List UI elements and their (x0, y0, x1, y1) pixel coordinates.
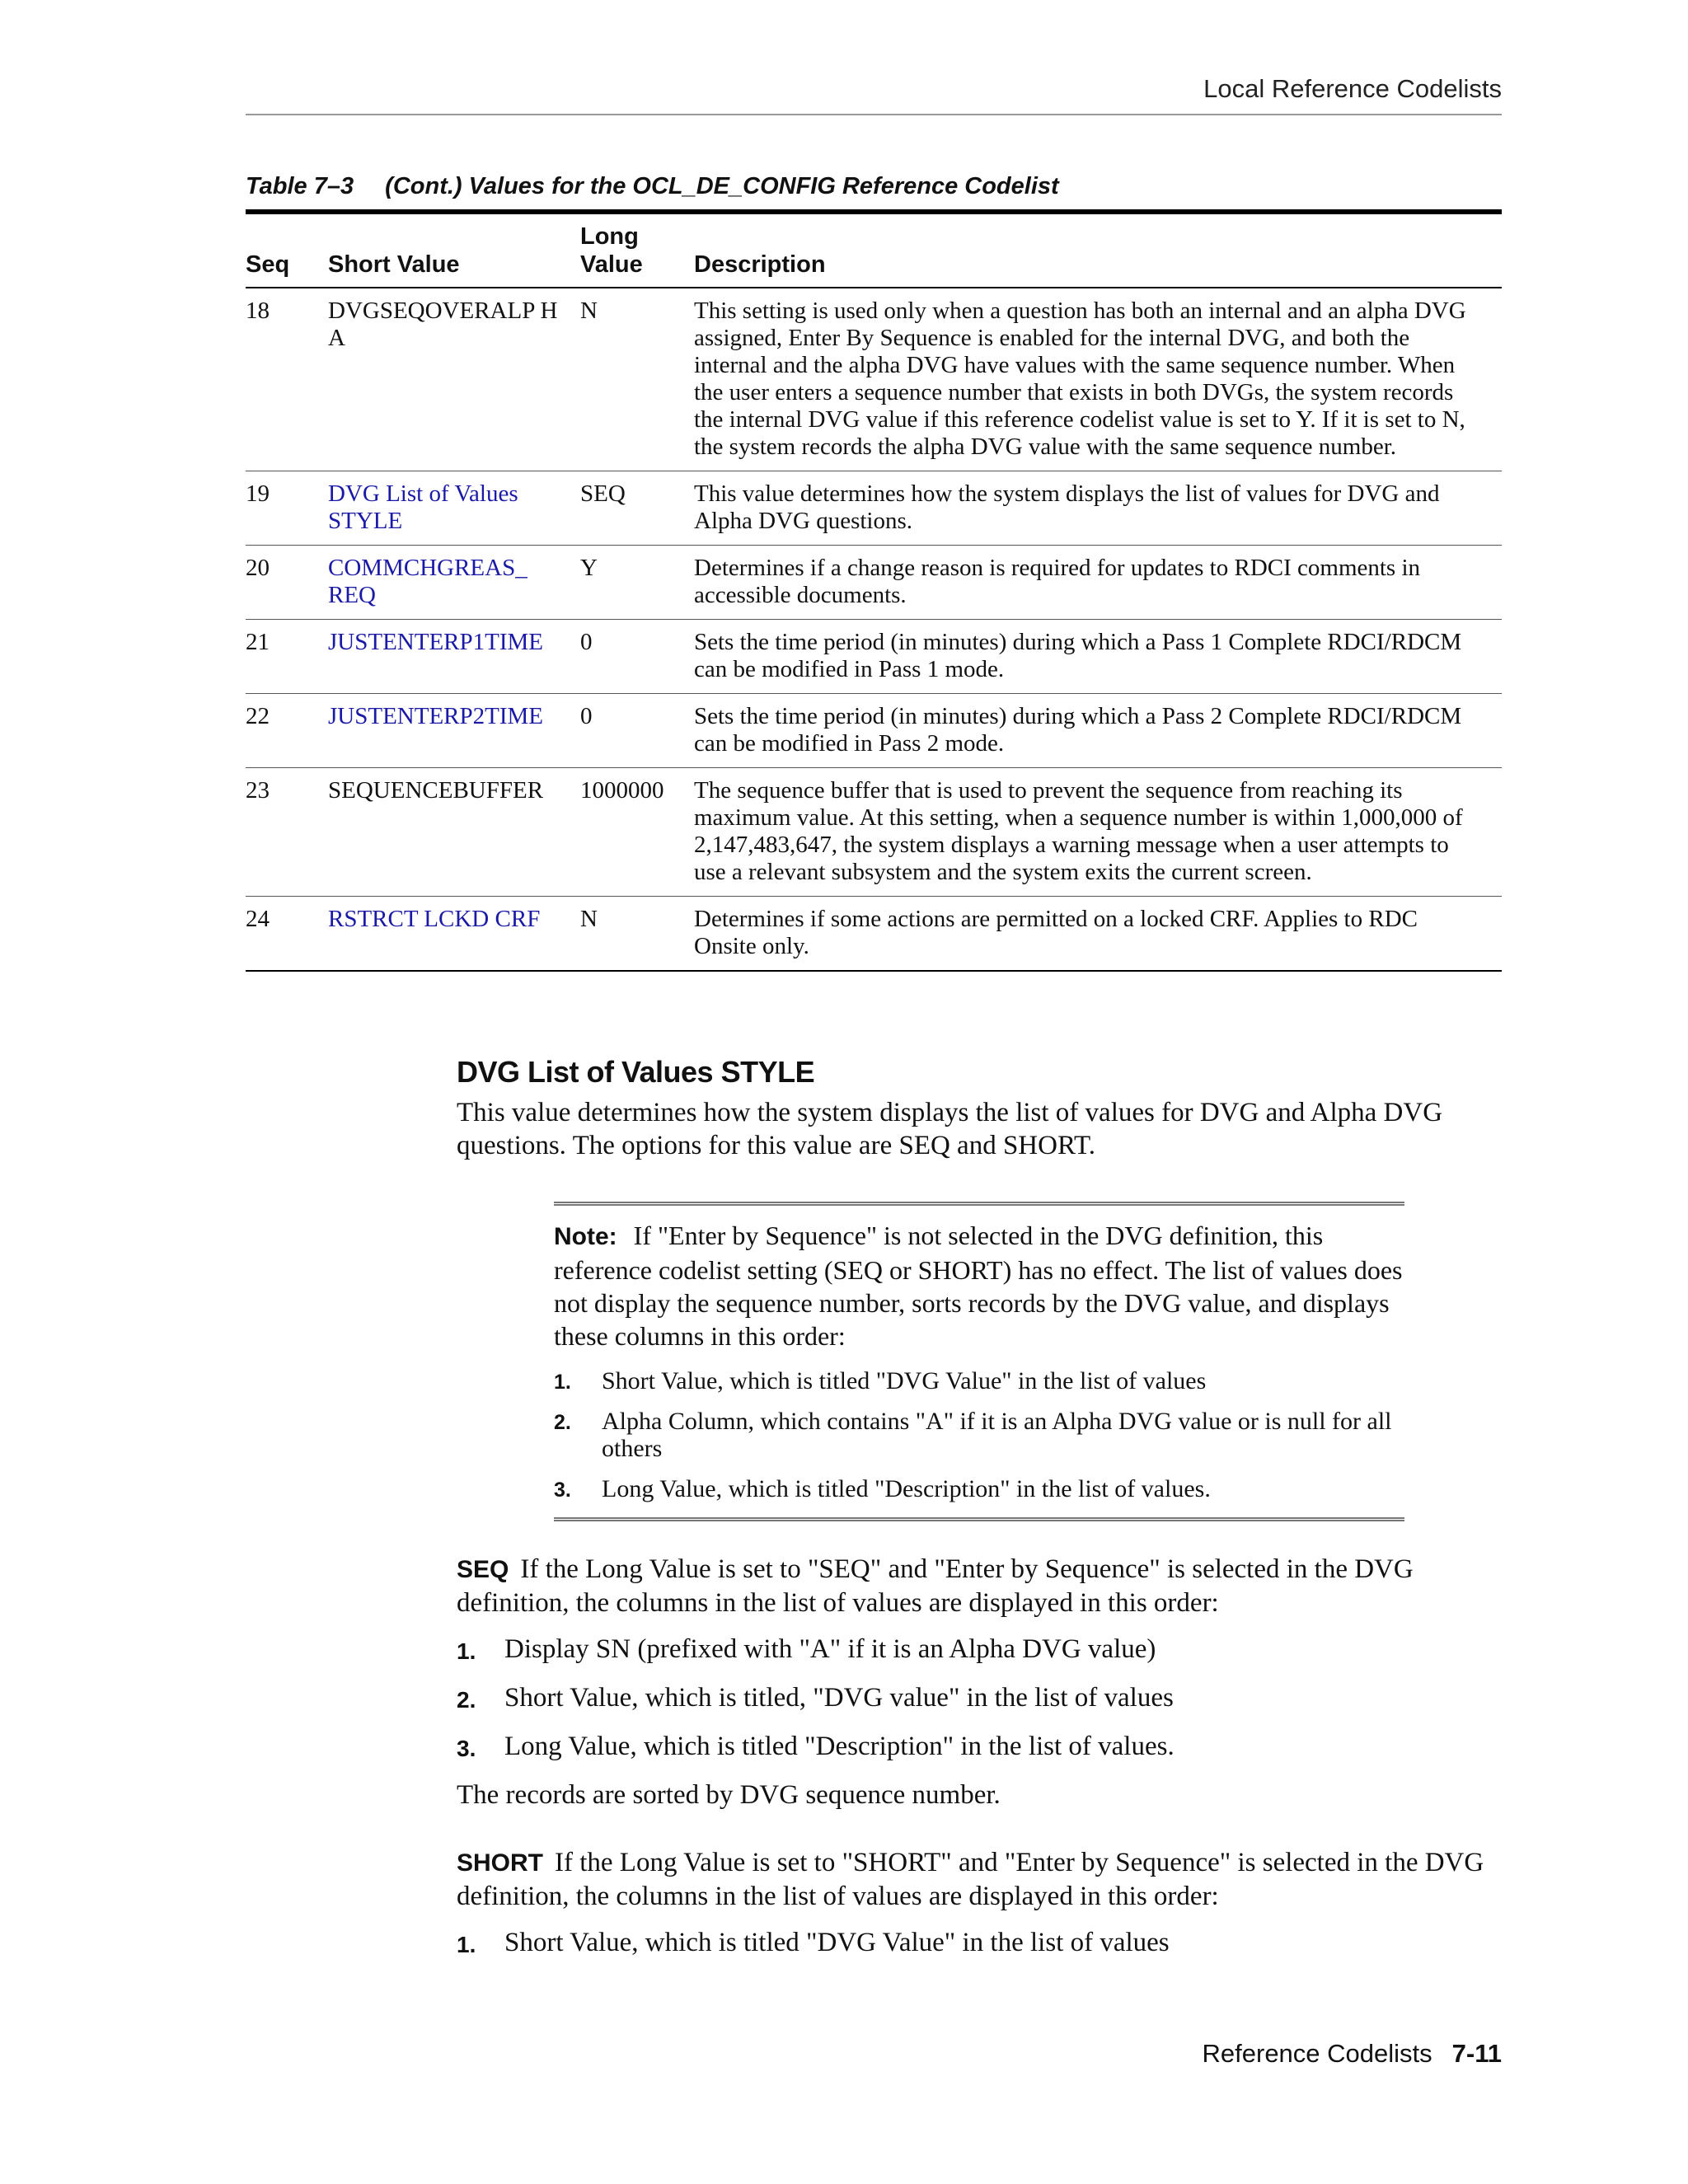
cell-short-value: DVGSEQOVERALP HA (328, 288, 580, 471)
table-row (246, 897, 1502, 972)
cell-seq: 24 (246, 897, 328, 972)
table-caption-label: Table 7–3 (246, 173, 354, 199)
note-list-item (554, 1367, 1404, 1394)
list-number: 1. (554, 1371, 571, 1394)
running-header: Local Reference Codelists (1203, 74, 1502, 103)
list-number: 3. (554, 1479, 571, 1502)
cell-long-value: SEQ (580, 471, 694, 546)
table-row (246, 546, 1502, 620)
footer-chapter: Reference Codelists (1202, 2039, 1432, 2068)
col-header-description: Description (694, 212, 1502, 288)
short-list-item (457, 1926, 1502, 1959)
seq-list (457, 1633, 1502, 1763)
note-list-item (554, 1475, 1404, 1502)
note-label: Note: (554, 1223, 617, 1250)
cell-short-value-link[interactable]: JUSTENTERP1TIME (328, 620, 580, 694)
list-number: 1. (457, 1932, 476, 1957)
short-list (457, 1926, 1502, 1959)
cell-seq: 20 (246, 546, 328, 620)
list-text: Short Value, which is titled "DVG Value" in the list of values (602, 1367, 1207, 1394)
cell-long-value: 1000000 (580, 768, 694, 897)
cell-description: Sets the time period (in minutes) during which a Pass 2 Complete RDCI/RDCM can be modified in Pass 2 mode. (694, 694, 1502, 768)
seq-runin-heading: SEQ (457, 1556, 509, 1583)
table-row (246, 471, 1502, 546)
note-list (554, 1367, 1404, 1502)
cell-description: Sets the time period (in minutes) during which a Pass 1 Complete RDCI/RDCM can be modified in Pass 1 mode. (694, 620, 1502, 694)
cell-seq: 23 (246, 768, 328, 897)
table-row (246, 694, 1502, 768)
list-number: 3. (457, 1736, 476, 1761)
cell-short-value: SEQUENCEBUFFER (328, 768, 580, 897)
cell-long-value: 0 (580, 694, 694, 768)
list-number: 2. (457, 1687, 476, 1713)
list-text: Display SN (prefixed with "A" if it is an Alpha DVG value) (504, 1634, 1156, 1664)
cell-seq: 18 (246, 288, 328, 471)
short-paragraph (457, 1846, 1502, 1913)
cell-long-value: N (580, 288, 694, 471)
cell-short-value-link[interactable]: JUSTENTERP2TIME (328, 694, 580, 768)
cell-short-value-link[interactable]: RSTRCT LCKD CRF (328, 897, 580, 972)
cell-long-value: 0 (580, 620, 694, 694)
cell-seq: 21 (246, 620, 328, 694)
seq-list-item (457, 1681, 1502, 1714)
short-text: If the Long Value is set to "SHORT" and "Enter by Sequence" is selected in the DVG definition, the columns in the list of values are displayed in this order: (457, 1848, 1484, 1911)
col-header-long-value: Long Value (580, 212, 694, 288)
cell-long-value: N (580, 897, 694, 972)
list-text: Alpha Column, which contains "A" if it is an Alpha DVG value or is null for all others (602, 1408, 1392, 1462)
cell-description: This value determines how the system displays the list of values for DVG and Alpha DVG questions. (694, 471, 1502, 546)
table-row (246, 620, 1502, 694)
note-box (554, 1202, 1404, 1521)
list-text: Long Value, which is titled "Description" in the list of values. (504, 1732, 1175, 1761)
header-rule (246, 114, 1502, 115)
cell-short-value-link[interactable]: DVG List of Values STYLE (328, 471, 580, 546)
short-runin-heading: SHORT (457, 1849, 543, 1877)
table-row (246, 288, 1502, 471)
cell-description: This setting is used only when a question has both an internal and an alpha DVG assigned, Enter By Sequence is enabled for the internal DVG, and both the internal and the alpha DVG have values with the same sequence number. When the user enters a sequence number that exists in both DVGs, the system records the internal DVG value if this reference codelist value is set to Y. If it is set to N, the system records the alpha DVG value with the same sequence number. (694, 288, 1502, 471)
note-text: If "Enter by Sequence" is not selected in the DVG definition, this reference codelist setting (SEQ or SHORT) has no effect. The list of values does not display the sequence number, sorts records by the DVG value, and displays these columns in this order: (554, 1221, 1403, 1351)
footer-page-number: 7-11 (1451, 2039, 1502, 2068)
list-text: Long Value, which is titled "Description" in the list of values. (602, 1475, 1211, 1502)
cell-description: Determines if some actions are permitted on a locked CRF. Applies to RDC Onsite only. (694, 897, 1502, 972)
table-header-row (246, 212, 1502, 288)
list-text: Short Value, which is titled "DVG Value" in the list of values (504, 1928, 1170, 1957)
cell-description: The sequence buffer that is used to prevent the sequence from reaching its maximum value. At this setting, when a sequence number is within 1,000,000 of 2,147,483,647, the system displays a warning message when a user attempts to use a relevant subsystem and the system exits the current screen. (694, 768, 1502, 897)
seq-list-item (457, 1730, 1502, 1763)
note-paragraph (554, 1219, 1404, 1352)
cell-long-value: Y (580, 546, 694, 620)
note-list-item (554, 1408, 1404, 1462)
short-block (457, 1846, 1502, 1975)
seq-after-text: The records are sorted by DVG sequence number. (457, 1780, 1001, 1810)
cell-seq: 19 (246, 471, 328, 546)
list-number: 2. (554, 1411, 571, 1434)
section-dvg-list-of-values-style (457, 1055, 1502, 1162)
list-number: 1. (457, 1638, 476, 1664)
list-text: Short Value, which is titled, "DVG value" in the list of values (504, 1683, 1174, 1713)
seq-paragraph (457, 1553, 1502, 1619)
seq-text: If the Long Value is set to "SEQ" and "Enter by Sequence" is selected in the DVG definition, the columns in the list of values are displayed in this order: (457, 1554, 1414, 1618)
col-header-seq: Seq (246, 212, 328, 288)
col-header-short-value: Short Value (328, 212, 580, 288)
section-heading: DVG List of Values STYLE (457, 1055, 815, 1089)
codelist-table (246, 209, 1502, 972)
section-intro: This value determines how the system displays the list of values for DVG and Alpha DVG questions. The options for this value are SEQ and SHORT. (457, 1098, 1443, 1160)
table-caption (246, 173, 1502, 200)
cell-description: Determines if a change reason is required for updates to RDCI comments in accessible documents. (694, 546, 1502, 620)
seq-block (457, 1553, 1502, 1811)
page-footer (246, 2039, 1502, 2069)
seq-list-item (457, 1633, 1502, 1666)
cell-short-value-link[interactable]: COMMCHGREAS_ REQ (328, 546, 580, 620)
table-caption-title: (Cont.) Values for the OCL_DE_CONFIG Reference Codelist (385, 173, 1059, 199)
table-row (246, 768, 1502, 897)
cell-seq: 22 (246, 694, 328, 768)
